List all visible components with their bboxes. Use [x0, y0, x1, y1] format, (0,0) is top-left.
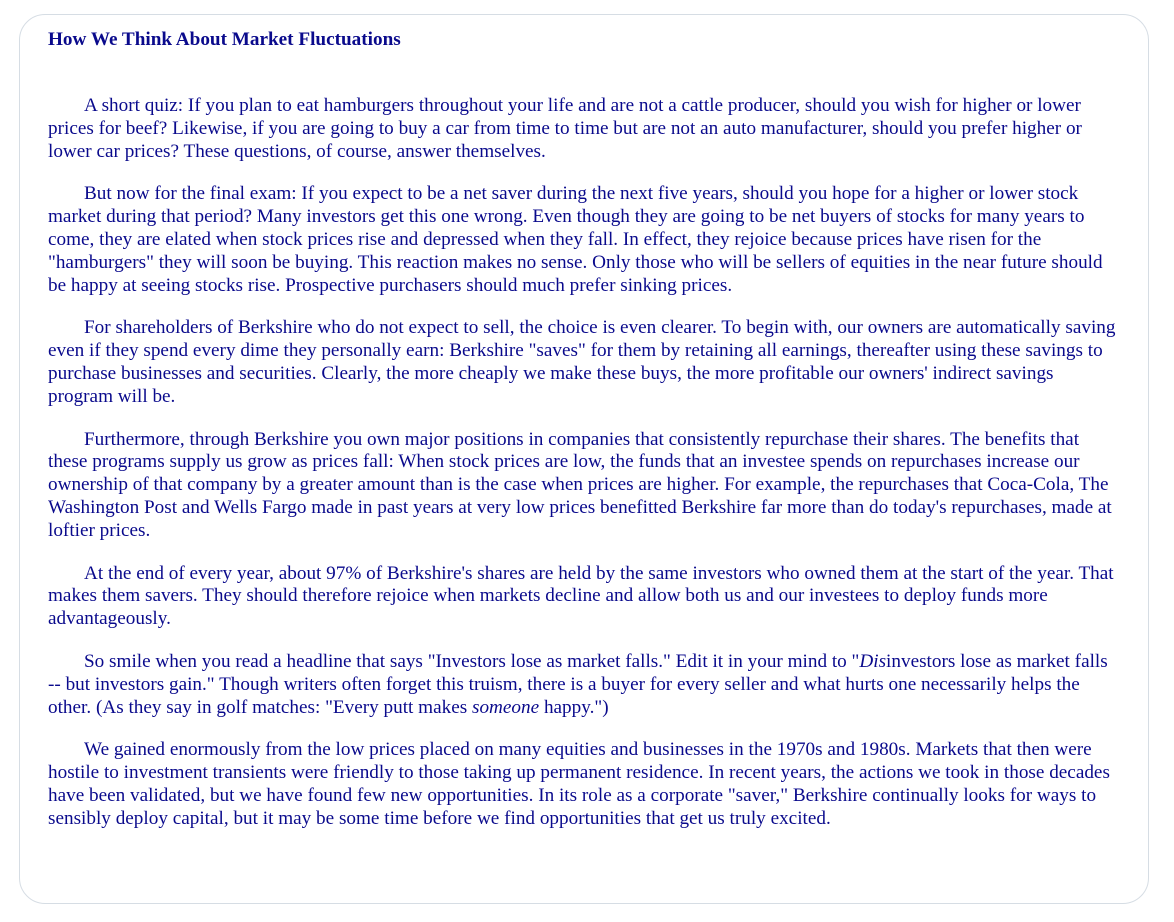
paragraph: Furthermore, through Berkshire you own major positions in companies that consistently repurchase their shares. The benefits that these programs supply us grow as prices fall: When stock prices are low, the funds that an investee spends on repurchases increase our ownership of that company by a greater amount than is the case when prices are higher. For example, the repurchases that Coca-Cola, The Washington Post and Wells Fargo made in past years at very low prices benefitted Berkshire far more than do today's repurchases, made at loftier prices. [48, 428, 1112, 541]
paragraph-text: happy.") [539, 696, 609, 718]
paragraph: At the end of every year, about 97% of Berkshire's shares are held by the same investors who owned them at the start of the year. That makes them savers. They should therefore rejoice when markets decline and allow both us and our investees to deploy funds more advantageously. [48, 562, 1114, 630]
paragraph: But now for the final exam: If you expect to be a net saver during the next five years, should you hope for a higher or lower stock market during that period? Many investors get this one wrong. Even though they are going to be net buyers of stocks for many years to come, they are elated when stock prices rise and depressed when they fall. In effect, they rejoice because prices have risen for the "hamburgers" they will soon be buying. This reaction makes no sense. Only those who will be sellers of equities in the near future should be happy at seeing stocks rise. Prospective purchasers should much prefer sinking prices. [48, 183, 1103, 296]
document-body [48, 29, 1118, 851]
emphasis-text: Dis [859, 650, 887, 672]
paragraph-text: investors lose as market falls -- but investors gain." Though writers often forget this truism, there is a buyer for every seller and what hurts one necessarily helps the other. (As they say in golf matches: "Every putt makes [48, 650, 1108, 718]
paragraph: We gained enormously from the low prices placed on many equities and businesses in the 1970s and 1980s. Markets that then were hostile to investment transients were friendly to those taking up permanent residence. In recent years, the actions we took in those decades have been validated, but we have found few new opportunities. In its role as a corporate "saver," Berkshire continually looks for ways to sensibly deploy capital, but it may be some time before we find opportunities that get us truly excited. [48, 739, 1110, 829]
section-title: How We Think About Market Fluctuations [48, 29, 401, 50]
document-card [19, 14, 1149, 904]
paragraph-text: So smile when you read a headline that says "Investors lose as market falls." Edit it in your mind to " [84, 650, 860, 672]
paragraph: For shareholders of Berkshire who do not expect to sell, the choice is even clearer. To begin with, our owners are automatically saving even if they spend every dime they personally earn: Berkshire "saves" for them by retaining all earnings, thereafter using these savings to purchase businesses and securities. Clearly, the more cheaply we make these buys, the more profitable our owners' indirect savings program will be. [48, 317, 1116, 407]
paragraph: A short quiz: If you plan to eat hamburgers throughout your life and are not a cattle producer, should you wish for higher or lower prices for beef? Likewise, if you are going to buy a car from time to time but are not an auto manufacturer, should you prefer higher or lower car prices? These questions, of course, answer themselves. [48, 95, 1082, 162]
paragraph [48, 651, 1118, 719]
emphasis-text: someone [472, 696, 540, 718]
